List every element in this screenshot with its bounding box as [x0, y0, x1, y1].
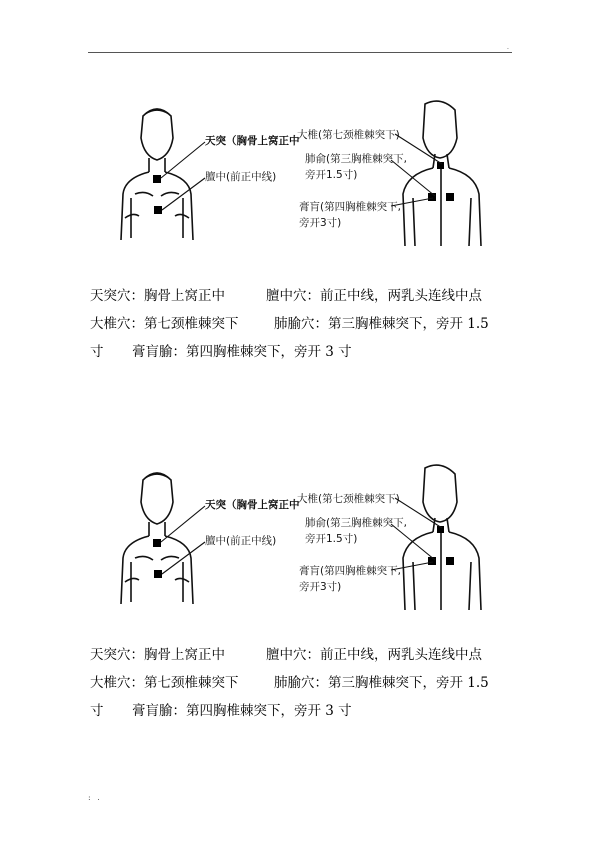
- leader-tiantu: [161, 506, 205, 542]
- header-mark: .: [507, 44, 509, 51]
- front-chest: [125, 578, 189, 582]
- label-feishu-b: 旁开1.5寸): [305, 169, 358, 181]
- leader-feishu: [391, 524, 435, 560]
- caption-line: 天突穴：胸骨上窝正中: [90, 647, 225, 663]
- back-head: [423, 465, 457, 522]
- label-tiantu: 天突（胸骨上窝正中: [205, 499, 300, 511]
- caption-line: 膏肓腧：第四胸椎棘突下，旁开 3 寸: [132, 344, 352, 360]
- label-gaohuang-b: 旁开3寸): [299, 217, 342, 229]
- label-feishu-b: 旁开1.5寸): [305, 533, 358, 545]
- label-gaohuang-b: 旁开3寸): [299, 581, 342, 593]
- label-feishu-a: 肺俞(第三胸椎棘突下,: [305, 153, 407, 165]
- front-arms: [131, 562, 183, 602]
- label-gaohuang-a: 膏肓(第四胸椎棘突下,: [299, 201, 401, 213]
- front-clavicle: [135, 556, 179, 560]
- caption-line: 膏肓腧：第四胸椎棘突下，旁开 3 寸: [132, 703, 352, 719]
- danzhong-point: [154, 570, 162, 578]
- danzhong-point: [154, 206, 162, 214]
- leader-tiantu: [161, 142, 205, 178]
- leader-feishu: [391, 160, 435, 196]
- tiantu-point: [153, 539, 161, 547]
- back-head: [423, 101, 457, 158]
- caption-line: 膻中穴：前正中线，两乳头连线中点: [266, 288, 482, 304]
- label-dazhui: 大椎(第七颈椎棘突下): [297, 493, 400, 505]
- front-head: [141, 473, 173, 524]
- feishu-point-right: [446, 193, 454, 201]
- front-clavicle: [135, 192, 179, 196]
- acupoint-figure-2: [95, 462, 505, 632]
- acupoint-diagram: [95, 98, 505, 268]
- caption-line: 肺腧穴：第三胸椎棘突下，旁开 1.5: [274, 316, 489, 332]
- feishu-point-right: [446, 557, 454, 565]
- caption-line: 膻中穴：前正中线，两乳头连线中点: [266, 647, 482, 663]
- caption-line: 肺腧穴：第三胸椎棘突下，旁开 1.5: [274, 675, 489, 691]
- front-arms: [131, 198, 183, 238]
- footer-mark: : .: [88, 793, 102, 802]
- caption-line: 大椎穴：第七颈椎棘突下: [90, 675, 239, 691]
- front-chest: [125, 214, 189, 218]
- label-dazhui: 大椎(第七颈椎棘突下): [297, 129, 400, 141]
- label-feishu-a: 肺俞(第三胸椎棘突下,: [305, 517, 407, 529]
- tiantu-point: [153, 175, 161, 183]
- caption-line: 天突穴：胸骨上窝正中: [90, 288, 225, 304]
- back-arms: [413, 198, 471, 246]
- front-head: [141, 109, 173, 160]
- acupoint-diagram: [95, 462, 505, 632]
- label-danzhong: 膻中(前正中线): [205, 171, 277, 183]
- caption-line: 寸: [90, 344, 104, 360]
- label-danzhong: 膻中(前正中线): [205, 535, 277, 547]
- label-tiantu: 天突（胸骨上窝正中: [205, 135, 300, 147]
- caption-1: [90, 282, 520, 366]
- back-arms: [413, 562, 471, 610]
- header-rule: [88, 52, 512, 53]
- acupoint-figure-1: [95, 98, 505, 268]
- caption-line: 寸: [90, 703, 104, 719]
- caption-line: 大椎穴：第七颈椎棘突下: [90, 316, 239, 332]
- label-gaohuang-a: 膏肓(第四胸椎棘突下,: [299, 565, 401, 577]
- caption-2: [90, 641, 520, 725]
